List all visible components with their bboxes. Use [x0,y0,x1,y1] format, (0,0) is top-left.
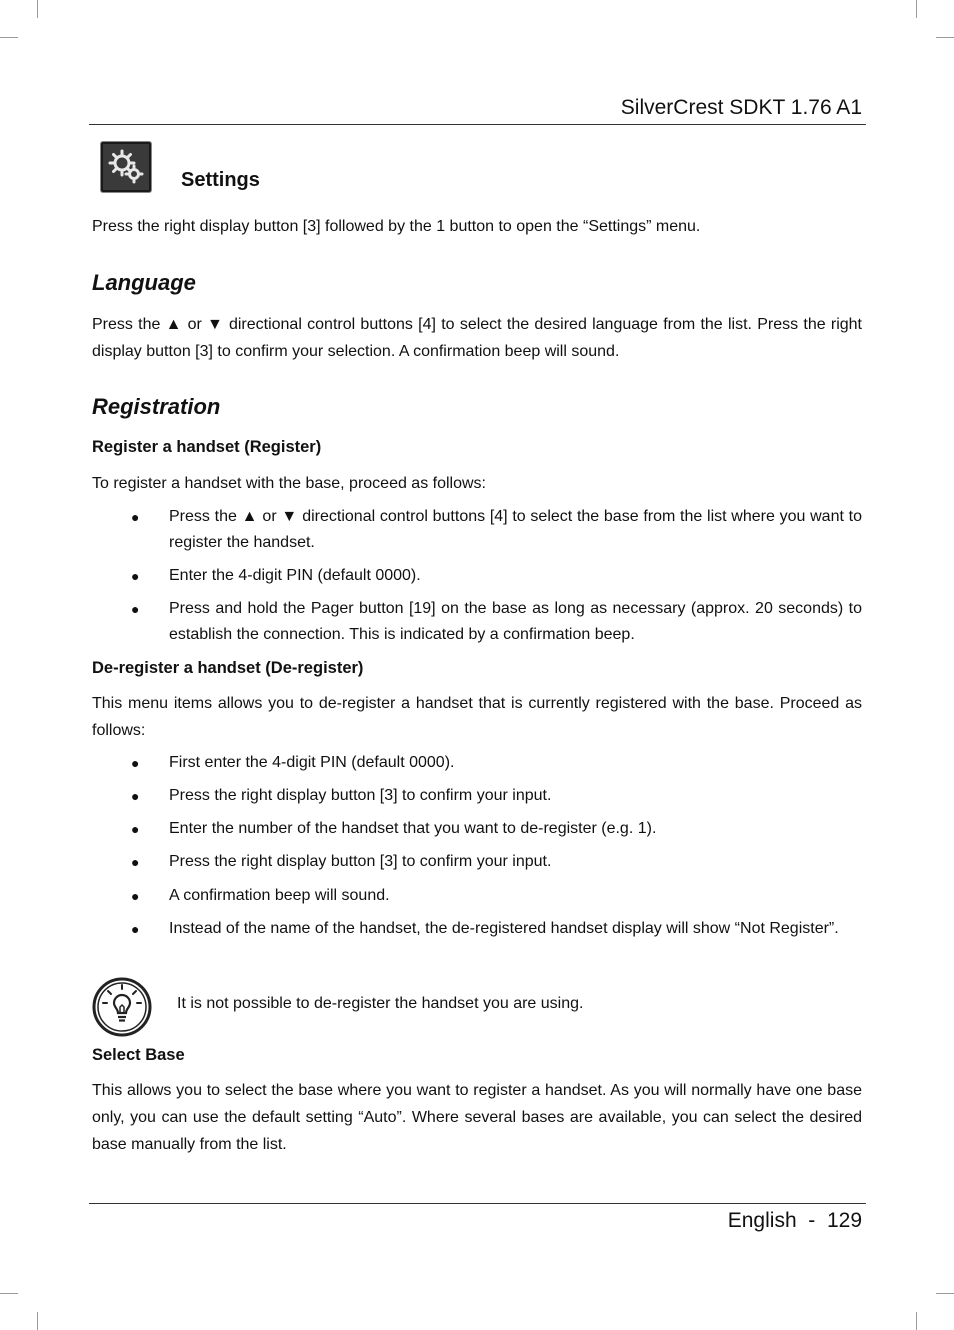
tip-text: It is not possible to de-register the handset you are using. [177,995,584,1012]
crop-mark [0,1293,18,1294]
list-item-text: Press the ▲ or ▼ directional control buttons [4] to select the base from the list where you want to register the handset. [169,508,862,551]
bullet-icon: ● [131,888,140,904]
crop-mark [37,1312,38,1330]
register-heading: Register a handset (Register) [92,438,322,456]
deregister-heading: De-register a handset (De-register) [92,659,364,677]
bullet-icon: ● [131,854,140,870]
footer-rule [89,1203,866,1204]
list-item-text: Enter the 4-digit PIN (default 0000). [169,567,421,584]
list-item-text: Enter the number of the handset that you want to de-register (e.g. 1). [169,820,657,837]
bullet-icon: ● [131,509,140,525]
language-text: Press the ▲ or ▼ directional control buttons [4] to select the desired language from the list. Press the right display button [3] to confirm your selection. A confirmation beep will sound. [92,316,862,360]
gear-icon [100,141,152,193]
bullet-icon: ● [131,821,140,837]
register-intro: To register a handset with the base, proceed as follows: [92,475,486,492]
deregister-intro: This menu items allows you to de-register a handset that is currently registered with the base. Proceed as follows: [92,695,862,739]
list-item [131,883,862,909]
lightbulb-icon [92,977,152,1037]
list-item [131,849,862,875]
list-item [131,783,862,809]
crop-mark [936,1293,954,1294]
list-item-text: Press and hold the Pager button [19] on the base as long as necessary (approx. 20 seconds) to establish the connection. This is indicated by a confirmation beep. [169,600,862,643]
select-base-heading: Select Base [92,1046,185,1064]
bullet-icon: ● [131,788,140,804]
bullet-icon: ● [131,921,140,937]
list-item [131,563,862,589]
bullet-icon: ● [131,755,140,771]
section-title: Settings [181,169,260,191]
select-base-text: This allows you to select the base where you want to register a handset. As you will normally have one base only, you can use the default setting “Auto”. Where several bases are available, you can select the desired base manually from the list. [92,1082,862,1153]
list-item [131,596,862,648]
list-item [131,916,862,942]
bullet-icon: ● [131,568,140,584]
list-item-text: A confirmation beep will sound. [169,887,390,904]
list-item-text: Instead of the name of the handset, the de-registered handset display will show “Not Register”. [169,920,839,937]
crop-mark [916,0,917,18]
crop-mark [916,1312,917,1330]
language-heading: Language [92,270,196,295]
page-header-title: SilverCrest SDKT 1.76 A1 [620,96,862,119]
crop-mark [936,37,954,38]
list-item-text: First enter the 4-digit PIN (default 0000). [169,754,455,771]
list-item [131,504,862,556]
crop-mark [37,0,38,18]
crop-mark [0,37,18,38]
section-intro: Press the right display button [3] followed by the 1 button to open the “Settings” menu. [92,218,701,235]
page-footer: English - 129 [727,1209,862,1232]
header-rule [89,124,866,125]
list-item-text: Press the right display button [3] to confirm your input. [169,853,552,870]
list-item [131,750,862,776]
registration-heading: Registration [92,394,221,419]
bullet-icon: ● [131,601,140,617]
list-item-text: Press the right display button [3] to confirm your input. [169,787,552,804]
list-item [131,816,862,842]
